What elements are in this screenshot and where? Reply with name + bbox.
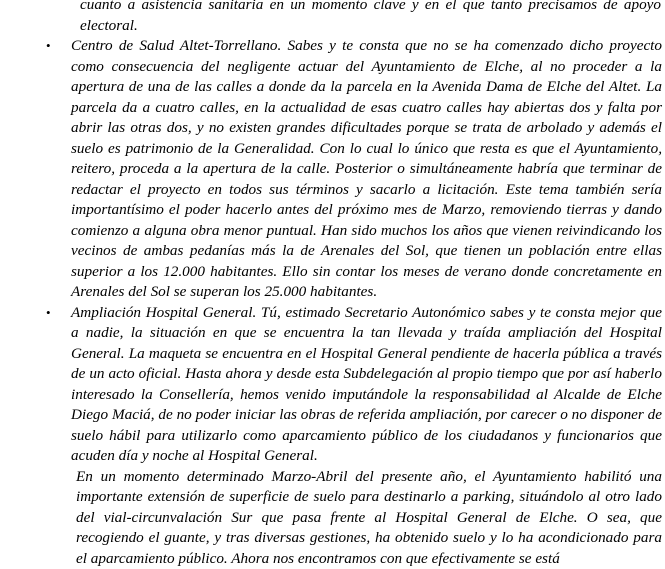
bullet-icon: • xyxy=(46,36,51,57)
continuation-line-2: electoral. xyxy=(80,16,661,37)
bullet-item-ampliacion-hospital xyxy=(0,303,665,467)
paragraph-text: En un momento determinado Marzo-Abril del presente año, el Ayuntamiento habilitó una importante extensión de superficie de suelo para destinarlo a parking, situándolo al otro lado del vial-circunvalación Sur que pasa frente al Hospital General de Elche. O sea, que recogiendo el guante, y tras diversas gestiones, ha obtenido suelo y lo ha acondicionado para el aparcamiento público. Ahora nos encontramos con que efectivamente se está xyxy=(76,467,662,569)
bullet-text-ampliacion-hospital: Ampliación Hospital General. Tú, estimado Secretario Autonómico sabes y te consta mejor que a nadie, la situación en que se encuentra la tan llevada y traída ampliación del Hospital General. La maqueta se encuentra en el Hospital General pendiente de hacerla pública a través de un acto oficial. Hasta ahora y desde esta Subdelegación al propio tiempo que por así haberlo interesado la Consellería, hemos venido imputándole la responsabilidad al Alcalde de Elche Diego Maciá, de no poder iniciar las obras de referida ampliación, por carecer o no disponer de suelo hábil para utilizarlo como aparcamiento público de los ciudadanos y funcionarios que acuden día y noche al Hospital General. xyxy=(71,303,662,467)
bullet-text-centro-salud: Centro de Salud Altet-Torrellano. Sabes y te consta que no se ha comenzado dicho proyecto como consecuencia del negligente actuar del Ayuntamiento de Elche, al no proceder a la apertura de una de las calles a donde da la parcela en la Avenida Dama de Elche del Altet. La parcela da a cuatro calles, en la actualidad de esas cuatro calles hay abiertas dos y falta por abrir las otras dos, y no existen grandes dificultades porque se trata de arbolado y además el suelo es patrimonio de la Generalidad. Con lo cual lo único que resta es que el Ayuntamiento, reitero, proceda a la apertura de la calle. Posterior o simultáneamente habría que terminar de redactar el proyecto en todos sus términos y sacarlo a licitación. Este tema también sería importantísimo el poder hacerlo antes del próximo mes de Marzo, removiendo tierras y dando comienzo a alguna obra menor puntual. Han sido muchos los años que vienen reivindicando los vecinos de ambas pedanías más la de Arenales del Sol, que tienen un población entre ellas superior a los 12.000 habitantes. Ello sin contar los meses de verano donde concretamente en Arenales del Sol se superan los 25.000 habitantes. xyxy=(71,36,662,303)
bullet-item-centro-salud xyxy=(0,36,665,303)
body-paragraph xyxy=(0,467,665,569)
continuation-line-1: cuanto a asistencia sanitaria en un momento clave y en el que tanto precisamos de apoyo xyxy=(80,0,661,16)
bullet-icon: • xyxy=(46,303,51,324)
continuation-text xyxy=(0,0,665,36)
